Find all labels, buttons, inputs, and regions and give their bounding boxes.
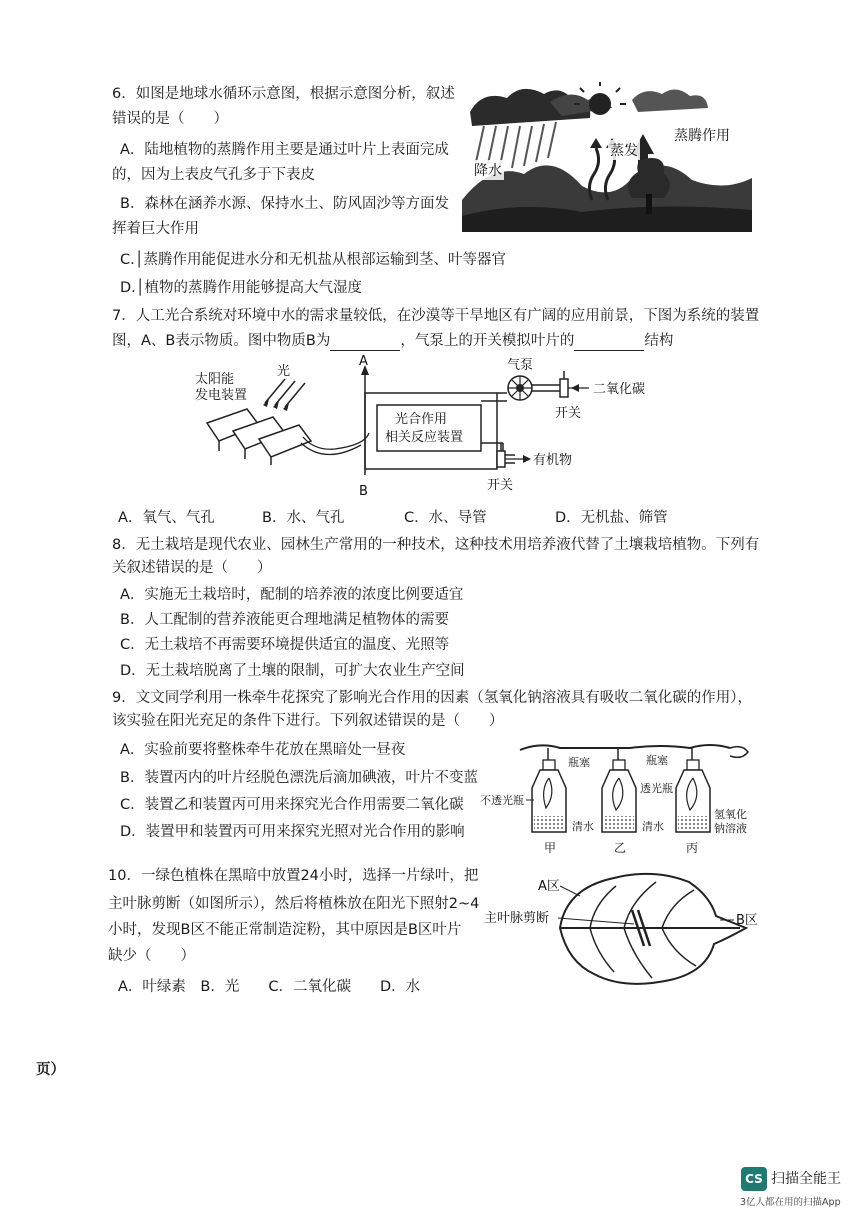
zone-b-label: B区 [736,913,758,928]
q7-blank-1[interactable] [330,336,400,351]
q7-stem-part1: 图，A、B表示物质。图中物质B为 [112,333,331,349]
vein-cut-label: 主叶脉剪断 [484,911,550,926]
q10-stem-line4: 缺少（ ） [108,948,195,964]
q7-option-c: C．水、导管 [404,510,487,526]
water-label-1: 清水 [572,820,594,833]
scanner-logo-badge: CS [741,1167,767,1191]
q7-option-d: D．无机盐、筛管 [555,510,668,526]
q9-option-c: C．装置乙和装置丙可用来探究光合作用需要二氧化碳 [120,797,464,813]
organic-label: 有机物 [533,453,573,468]
naoh-label-line1: 氢氧化 [714,808,747,821]
scanner-logo-tagline: 3亿人都在用的扫描App [740,1197,841,1208]
q7-stem-line1: 7．人工光合系统对环境中水的需求量较低，在沙漠等干旱地区有广阔的应用前景，下图为系统的装置 [112,308,760,324]
scanner-logo-name: 扫描全能王 [771,1171,841,1187]
light-label: 光 [277,364,291,379]
co2-label: 二氧化碳 [593,382,646,397]
q9-stem-line1: 9．文文同学利用一株牵牛花探究了影响光合作用的因素（氢氧化钠溶液具有吸收二氧化碳的作用）， [112,690,752,706]
stopper-label-2: 瓶塞 [646,754,668,767]
q7-blank-2[interactable] [574,336,644,351]
label-b: B [359,484,368,499]
pump-label: 气泵 [507,358,534,373]
q10-stem-line1: 10．一绿色植株在黑暗中放置24小时，选择一片绿叶，把 [108,868,479,884]
setup-bing-label: 丙 [686,841,699,855]
leaf-vein-figure [484,868,774,988]
label-a: A [359,355,368,369]
q6-option-a-line2: 的，因为上表皮气孔多于下表皮 [112,167,315,183]
q7-stem-line2 [112,331,673,351]
q6-option-c: C.│蒸腾作用能促进水分和无机盐从根部运输到茎、叶等器官 [120,252,506,268]
transpiration-label: 蒸腾作用 [674,128,730,144]
q8-option-c: C．无土栽培不再需要环境提供适宜的温度、光照等 [120,637,450,653]
clear-bottle-label: 透光瓶 [640,782,673,795]
q7-stem-part3: 结构 [644,333,674,349]
rain-label: 降水 [474,163,502,179]
q6-stem-line1: 6．如图是地球水循环示意图，根据示意图分析，叙述 [112,86,455,102]
q9-option-b: B．装置丙内的叶片经脱色漂洗后滴加碘液，叶片不变蓝 [120,770,478,786]
q8-option-b: B．人工配制的营养液能更合理地满足植物体的需要 [120,612,449,628]
q10-options: A．叶绿素 B．光 C．二氧化碳 D．水 [118,979,421,995]
q8-option-a: A．实施无土栽培时，配制的培养液的浓度比例要适宜 [120,587,464,603]
q6-option-a-line1: A．陆地植物的蒸腾作用主要是通过叶片上表面完成 [120,142,449,158]
q6-option-b-line1: B．森林在涵养水源、保持水土、防风固沙等方面发 [120,196,449,212]
setup-yi-label: 乙 [614,841,627,855]
q6-stem-line2: 错误的是（ ） [112,111,228,127]
zone-a-label: A区 [538,879,560,894]
artificial-photosynthesis-figure [185,355,655,505]
switch-label-top: 开关 [555,406,582,421]
evaporation-label: 蒸发 [610,143,638,159]
q8-stem-line1: 8．无土栽培是现代农业、园林生产常用的一种技术，这种技术用培养液代替了土壤栽培植物。下列有 [112,537,760,553]
water-label-2: 清水 [642,820,664,833]
water-cycle-figure [462,82,752,232]
page-footer-fragment: 页） [36,1062,65,1078]
q7-option-a: A．氧气、气孔 [118,510,215,526]
solar-label-line2: 发电装置 [195,388,248,403]
q10-stem-line2: 主叶脉剪断（如图所示），然后将植株放在阳光下照射2~4 [108,896,480,912]
setup-jia-label: 甲 [544,841,557,855]
q9-option-d: D．装置甲和装置丙可用来探究光照对光合作用的影响 [120,824,465,840]
reaction-box-line2: 相关反应装置 [385,430,464,445]
q10-stem-line3: 小时，发现B区不能正常制造淀粉，其中原因是B区叶片 [108,922,462,938]
switch-label-bottom: 开关 [487,478,514,493]
q9-option-a: A．实验前要将整株牵牛花放在黑暗处一昼夜 [120,742,406,758]
solar-label-line1: 太阳能 [195,372,235,387]
q6-option-b-line2: 挥着巨大作用 [112,221,199,237]
stopper-label-1: 瓶塞 [568,756,590,769]
q8-option-d: D．无土栽培脱离了土壤的限制，可扩大农业生产空间 [120,663,465,679]
q7-stem-part2: ，气泵上的开关模拟叶片的 [400,333,575,349]
q8-stem-line2: 关叙述错误的是（ ） [112,560,272,576]
naoh-label-line2: 钠溶液 [714,822,747,835]
morning-glory-experiment-figure [480,738,760,858]
opaque-bottle-label: 不透光瓶 [480,794,524,807]
q6-option-d: D.│植物的蒸腾作用能够提高大气湿度 [120,280,363,296]
q9-stem-line2: 该实验在阳光充足的条件下进行。下列叙述错误的是（ ） [112,713,504,729]
q7-option-b: B．水、气孔 [262,510,345,526]
reaction-box-line1: 光合作用 [395,412,448,427]
